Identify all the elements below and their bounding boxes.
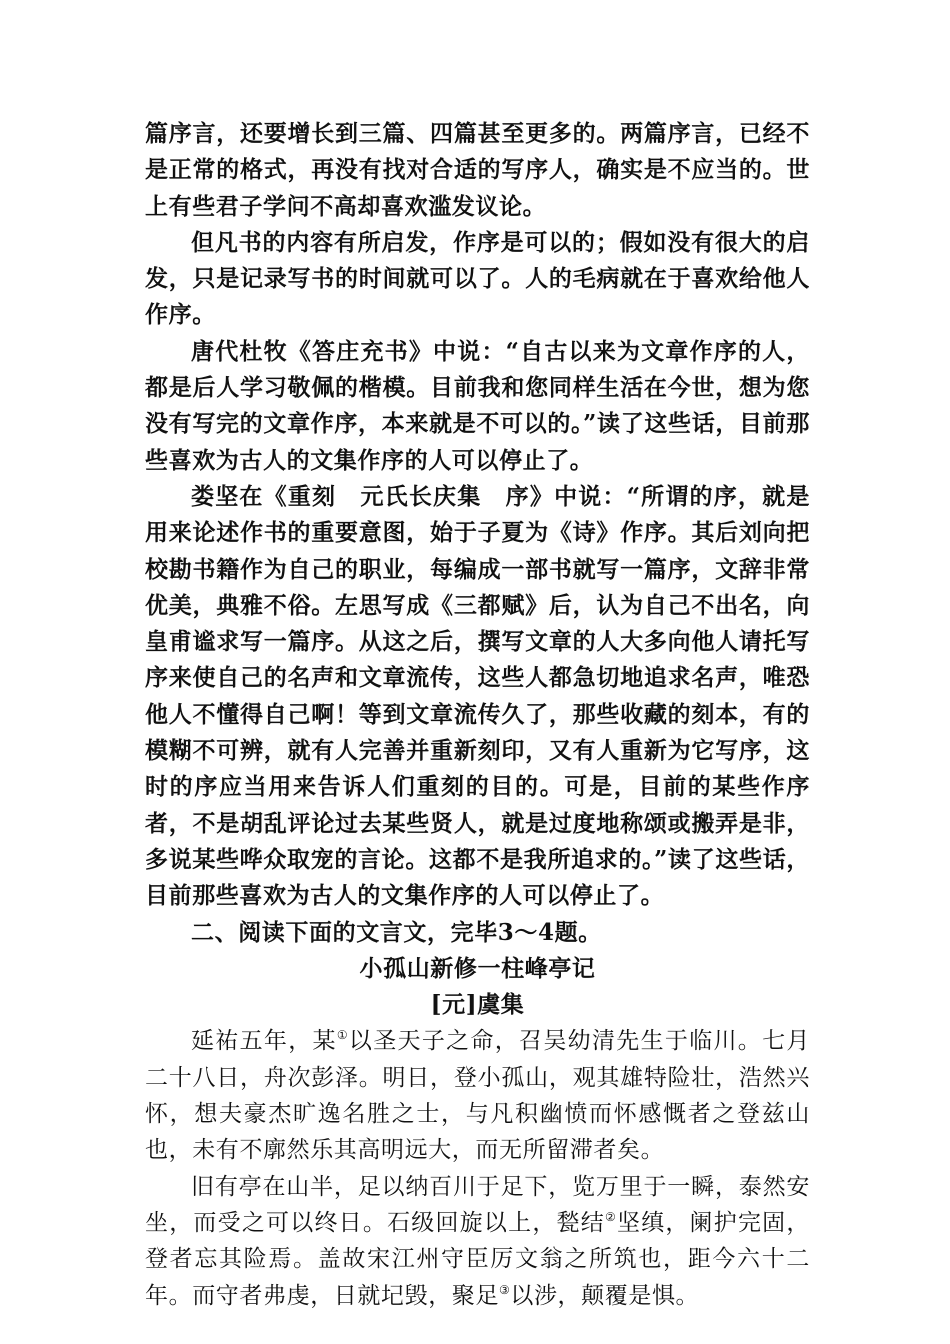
- footnote-marker-1[interactable]: ①: [336, 1028, 349, 1043]
- footnote-marker-2[interactable]: ②: [604, 1209, 617, 1224]
- essay-author: [元]虞集: [430, 991, 525, 1019]
- modern-paragraph-4: 娄坚在《重刻 元氏长庆集 序》中说：“所谓的序，就是用来论述作书的重要意图，始于子夏为《诗》作序。其后刘向把校勘书籍作为自己的职业，每编成一部书就写一篇序，文辞非常优美，典雅不俗。左思写成《三都赋》后，认为自己不出名，向皇甫谧求写一篇序。从这之后，撰写文章的人大多向他人请托写序来使自己的名声和文章流传，这些人都急切地追求名声，唯恐他人不懂得自己啊！等到文章流传久了，那些收藏的刻本，有的模糊不可辨，就有人完善并重新刻印，又有人重新为它写序，这时的序应当用来告诉人们重刻的目的。可是，目前的某些作序者，不是胡乱评论过去某些贤人，就是过度地称颂或搬弄是非，多说某些哗众取宠的言论。这都不是我所追求的。”读了这些话，目前那些喜欢为古人的文集作序的人可以停止了。: [145, 482, 810, 910]
- question-heading: 二、阅读下面的文言文，完毕3～4题。: [191, 918, 602, 946]
- footnote-marker-3[interactable]: ③: [499, 1282, 511, 1297]
- classical-p1-part-a: 延祐五年，某: [191, 1028, 337, 1055]
- essay-title: 小孤山新修一柱峰亭记: [359, 954, 596, 982]
- classical-p2-part-c: 以涉，颠覆是惧。: [510, 1282, 700, 1309]
- modern-paragraph-3: 唐代杜牧《答庄充书》中说：“自古以来为文章作序的人，都是后人学习敬佩的楷模。目前我和您同样生活在今世，想为您没有写完的文章作序，本来就是不可以的。”读了这些话，目前那些喜欢为古人的文集作序的人可以停止了。: [145, 337, 810, 474]
- document-body: [145, 116, 810, 1314]
- classical-p1-part-b: 以圣天子之命，召吴幼清先生于临川。七月二十八日，舟次彭泽。明日，登小孤山，观其雄特险壮，浩然兴怀，想夫豪杰旷逸名胜之士，与凡积幽愤而怀感慨者之登兹山也，未有不廓然乐其高明远大，而无所留滞者矣。: [145, 1028, 811, 1164]
- modern-paragraph-1: 篇序言，还要增长到三篇、四篇甚至更多的。两篇序言，已经不是正常的格式，再没有找对合适的写序人，确实是不应当的。世上有些君子学问不高却喜欢滥发议论。: [145, 120, 810, 220]
- classical-paragraph-1: [145, 1023, 810, 1168]
- classical-paragraph-2: [145, 1169, 810, 1314]
- classical-p2-part-b: 坚缜，阑护完固，登者忘其险焉。盖故宋江州守臣厉文翁之所筑也，距今六十二年。而守者弗虔，日就圮毁，聚足: [145, 1209, 810, 1309]
- classical-text: [145, 1023, 810, 1313]
- classical-p2-part-a: 旧有亭在山半，足以纳百川于足下，览万里于一瞬，泰然安坐，而受之可以终日。石级回旋以上，甃结: [145, 1173, 810, 1236]
- modern-paragraph-2: 但凡书的内容有所启发，作序是可以的；假如没有很大的启发，只是记录写书的时间就可以了。人的毛病就在于喜欢给他人作序。: [145, 228, 810, 329]
